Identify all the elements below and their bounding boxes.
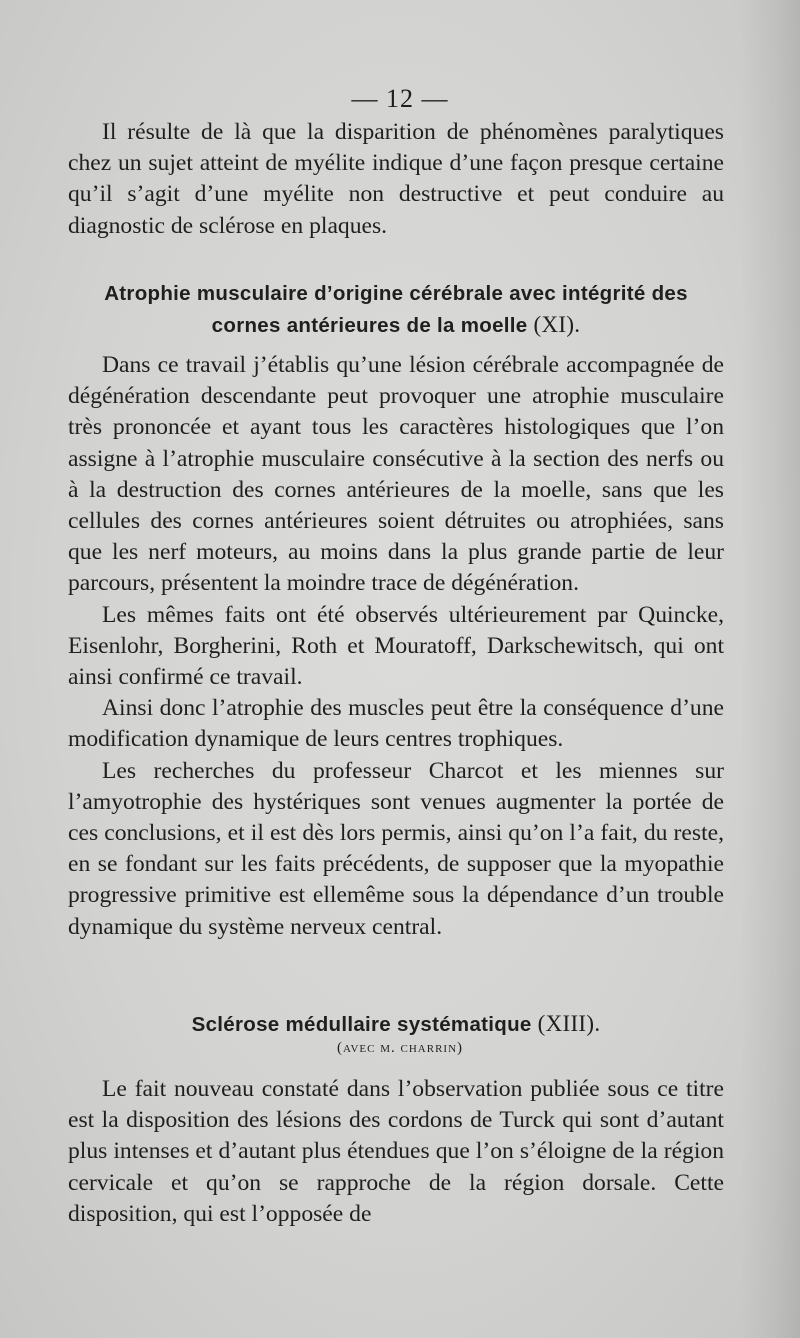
- page-edge-shadow: [740, 0, 800, 1338]
- body-paragraph: Dans ce travail j’établis qu’une lésion cérébrale accompagnée de dégénération descendante peut provoquer une atrophie musculaire très prononcée et ayant tous les caractères histologiques que l’on assigne à l’atrophie musculaire consécutive à la section des nerfs ou à la destruction des cornes antérieures de la moelle, sans que les cellules des cornes antérieures soient détruites ou atrophiées, sans que les nerf moteurs, au moins dans la plus grande partie de leur parcours, présentent la moindre trace de dégénération.: [68, 352, 724, 597]
- section-sclerose-body: [68, 1074, 724, 1230]
- section-atrophie-body: [68, 350, 724, 943]
- body-paragraph: Les mêmes faits ont été observés ultérieurement par Quincke, Eisenlohr, Borgherini, Roth et Mouratoff, Darkschewitsch, qui ont ainsi confirmé ce travail.: [68, 601, 724, 691]
- body-paragraph: Les recherches du professeur Charcot et les miennes sur l’amyotrophie des hystériques sont venues augmenter la portée de ces conclusions, et il est dès lors permis, ainsi qu’on l’a fait, du reste, en se fondant sur les faits précédents, de supposer que la myopathie progressive primitive est ellemême sous la dépendance d’un trouble dynamique du système nerveux central.: [68, 757, 724, 940]
- body-paragraph: Le fait nouveau constaté dans l’observation publiée sous ce titre est la disposition des lésions des cordons de Turck qui sont d’autant plus intenses et d’autant plus étendues que l’on s’éloigne de la région cervicale et qu’on se rapproche de la région dorsale. Cette disposition, qui est l’opposée de: [68, 1076, 724, 1227]
- section-heading-sclerose-title: Sclérose médullaire systématique: [191, 1013, 532, 1036]
- section-heading-sclerose-ref: (XIII).: [537, 1011, 601, 1036]
- intro-paragraph: Il résulte de là que la disparition de phénomènes paralytiques chez un sujet atteint de myélite indique d’une façon presque certaine qu’il s’agit d’une myélite non destructive et peut conduire au diagnostic de sclérose en plaques.: [68, 119, 724, 239]
- page-number: — 12 —: [351, 84, 449, 113]
- intro-text-block: [68, 117, 724, 242]
- section-heading-atrophie: [68, 278, 724, 341]
- section-subtitle-author: (avec m. charrin): [336, 1040, 464, 1056]
- section-heading-atrophie-title: Atrophie musculaire d’origine cérébrale avec intégrité des cornes antérieures de la moelle: [104, 282, 688, 337]
- section-heading-sclerose: [68, 1008, 724, 1040]
- body-paragraph: Ainsi donc l’atrophie des muscles peut être la conséquence d’une modification dynamique de leurs centres trophiques.: [68, 695, 724, 753]
- section-heading-atrophie-ref: (XI).: [533, 312, 581, 337]
